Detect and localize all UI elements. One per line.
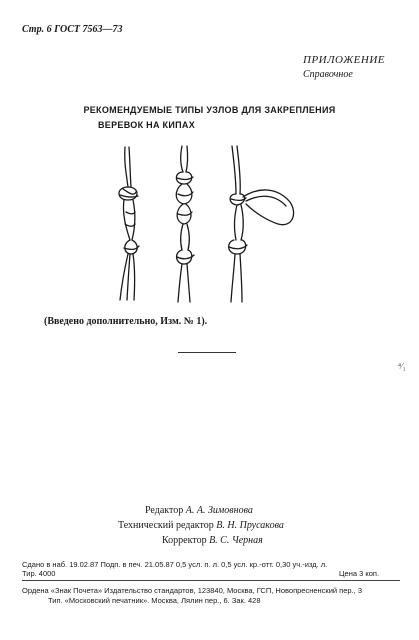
knot-figure-3: [229, 146, 294, 302]
credit-name: А. А. Зимовнова: [185, 505, 253, 516]
appendix-type: Справочное: [303, 69, 353, 80]
page-header: Стр. 6 ГОСТ 7563—73: [22, 24, 123, 35]
title-line-1: РЕКОМЕНДУЕМЫЕ ТИПЫ УЗЛОВ ДЛЯ ЗАКРЕПЛЕНИЯ: [83, 105, 336, 115]
credit-name: В. Н. Прусакова: [216, 520, 284, 531]
knot-figure-2: [176, 146, 194, 302]
credit-role: Редактор: [145, 505, 184, 516]
credit-proofreader: [162, 535, 263, 546]
imprint-printer: Тип. «Московский печатник». Москва, Лялин пер., 6. Зак. 428: [48, 596, 261, 605]
credit-name: В. С. Черная: [209, 535, 263, 546]
imprint-line-1: Сдано в наб. 19.02.87 Подп. в печ. 21.05.87 0,5 усл. п. л. 0,5 усл. кр.-отт. 0,30 уч.-изд. л.: [22, 560, 328, 569]
credit-editor: [145, 505, 253, 516]
credit-role: Технический редактор: [118, 520, 214, 531]
margin-mark: ⁴⁄₁: [398, 361, 406, 371]
imprint-circulation: Тир. 4000: [22, 569, 56, 578]
knot-figure-1: [119, 147, 139, 300]
knot-illustrations: [100, 142, 300, 307]
section-divider: [178, 352, 236, 353]
imprint-publisher: Ордена «Знак Почета» Издательство стандартов, 123840, Москва, ГСП, Новопресненский пер., 3: [22, 586, 362, 595]
credit-tech-editor: [118, 520, 284, 531]
credit-role: Корректор: [162, 535, 207, 546]
appendix-label: ПРИЛОЖЕНИЕ: [303, 54, 385, 66]
title-line-2: ВЕРЕВОК НА КИПАХ: [97, 120, 195, 130]
imprint-divider: [22, 580, 400, 581]
amendment-note: (Введено дополнительно, Изм. № 1).: [44, 316, 208, 327]
imprint-price: Цена 3 коп.: [339, 569, 380, 578]
